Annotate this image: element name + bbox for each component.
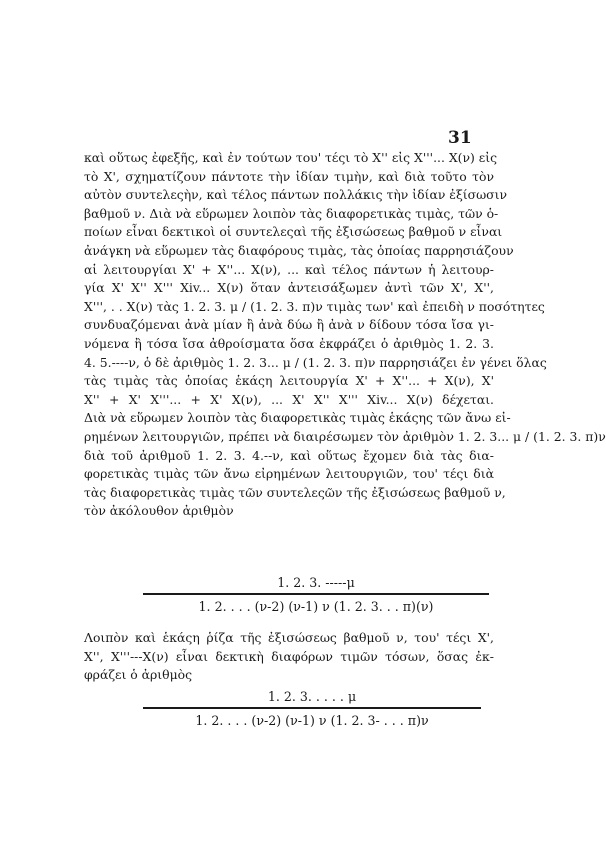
formula-1-numerator: 1. 2. 3. -----μ (277, 575, 355, 590)
text-line: τὸν ἀκόλουθον ἀριθμὸν (84, 503, 234, 519)
text-line: διὰ τοῦ ἀριθμοῦ 1. 2. 3. 4.--ν, καὶ οὕτως ἔχομεν διὰ τὰς δια- (84, 447, 494, 463)
formula-1-denominator: 1. 2. . . . (ν-2) (ν-1) ν (1. 2. 3. . . π)(ν) (198, 599, 434, 614)
text-line: Χ''', . . Χ(ν) τὰς 1. 2. 3. μ / (1. 2. 3. π)ν τιμὰς των' καὶ ἐπειδὴ ν ποσότητες (84, 298, 545, 314)
formula-2-denominator: 1. 2. . . . (ν-2) (ν-1) ν (1. 2. 3- . . . π)ν (195, 713, 429, 728)
text-line: συνδυαζόμεναι ἀνὰ μίαν ἢ ἀνὰ δύω ἢ ἀνὰ ν δίδουν τόσα ἴσα γι- (84, 317, 494, 333)
fraction-formula-1 (143, 575, 489, 614)
text-line: φράζει ὁ ἀριθμὸς (84, 667, 193, 683)
paragraph-2 (84, 629, 494, 685)
text-line: ρημένων λειτουργιῶν, πρέπει νὰ διαιρέσωμεν τὸν ἀριθμὸν 1. 2. 3... μ / (1. 2. 3. π)ν (84, 428, 606, 444)
text-line: τὸ Χ', σχηματίζουν πάντοτε τὴν ἰδίαν τιμὴν, καὶ διὰ τοῦτο τὸν (84, 168, 494, 184)
formula-2-numerator: 1. 2. 3. . . . . μ (267, 689, 357, 704)
text-line: ἀνάγκη νὰ εὕρωμεν τὰς διαφόρους τιμὰς, τὰς ὁποίας παρρησιάζουν (84, 242, 514, 258)
text-line: φορετικὰς τιμὰς τῶν ἄνω εἰρημένων λειτουργιῶν, του' τέςι διὰ (84, 466, 494, 482)
text-line: καὶ οὕτως ἐφεξῆς, καὶ ἐν τούτων του' τέςι τὸ Χ'' εἰς Χ'''... Χ(ν) εἰς (84, 150, 498, 165)
page-number: 31 (448, 128, 472, 148)
text-line: βαθμοῦ ν. Διὰ νὰ εὕρωμεν λοιπὸν τὰς διαφορετικὰς τιμὰς, τῶν ὁ- (84, 205, 499, 221)
text-line: 4. 5.----ν, ὁ δὲ ἀριθμὸς 1. 2. 3... μ / (1. 2. 3. π)ν παρρησιάζει ἐν γένει ὅλας (84, 354, 547, 370)
fraction-formula-2 (143, 689, 481, 728)
text-line: Διὰ νὰ εὕρωμεν λοιπὸν τὰς διαφορετικὰς τιμὰς ἑκάςης τῶν ἄνω εἰ- (84, 410, 511, 426)
text-line: τὰς τιμὰς τὰς ὁποίας ἑκάςη λειτουργία Χ' + Χ''... + Χ(ν), Χ' (84, 373, 494, 389)
text-line: ποίων εἶναι δεκτικοὶ οἱ συντελεςαὶ τῆς ἐξισώσεως βαθμοῦ ν εἶναι (84, 224, 503, 240)
text-line: νόμενα ἢ τόσα ἴσα ἀθροίσματα ὅσα ἐκφράζει ὁ ἀριθμὸς 1. 2. 3. (84, 335, 494, 351)
text-line: γία Χ' Χ'' Χ''' Χiv... Χ(ν) ὅταν ἀντεισάξωμεν ἀντὶ τῶν Χ', Χ'', (84, 280, 494, 296)
text-line: Χ'', Χ'''---Χ(ν) εἶναι δεκτικὴ διαφόρων τιμῶν τόσων, ὅσας ἐκ- (84, 648, 494, 664)
text-line: Χ'' + Χ' Χ'''... + Χ' Χ(ν), ... Χ' Χ'' Χ''' Χiv... Χ(ν) δέχεται. (84, 391, 494, 407)
text-line: αἱ λειτουργίαι Χ' + Χ''... Χ(ν), ... καὶ τέλος πάντων ἡ λειτουρ- (84, 261, 494, 277)
text-line: τὰς διαφορετικὰς τιμὰς τῶν συντελεςῶν τῆς ἐξισώσεως βαθμοῦ ν, (84, 484, 506, 500)
text-line: Λοιπὸν καὶ ἑκάςη ῥίζα τῆς ἐξισώσεως βαθμοῦ ν, του' τέςι Χ', (84, 630, 494, 645)
paragraph-1 (84, 149, 606, 521)
text-line: αὐτὸν συντελεςὴν, καὶ τέλος πάντων πολλάκις τὴν ἰδίαν ἐξίσωσιν (84, 187, 508, 203)
